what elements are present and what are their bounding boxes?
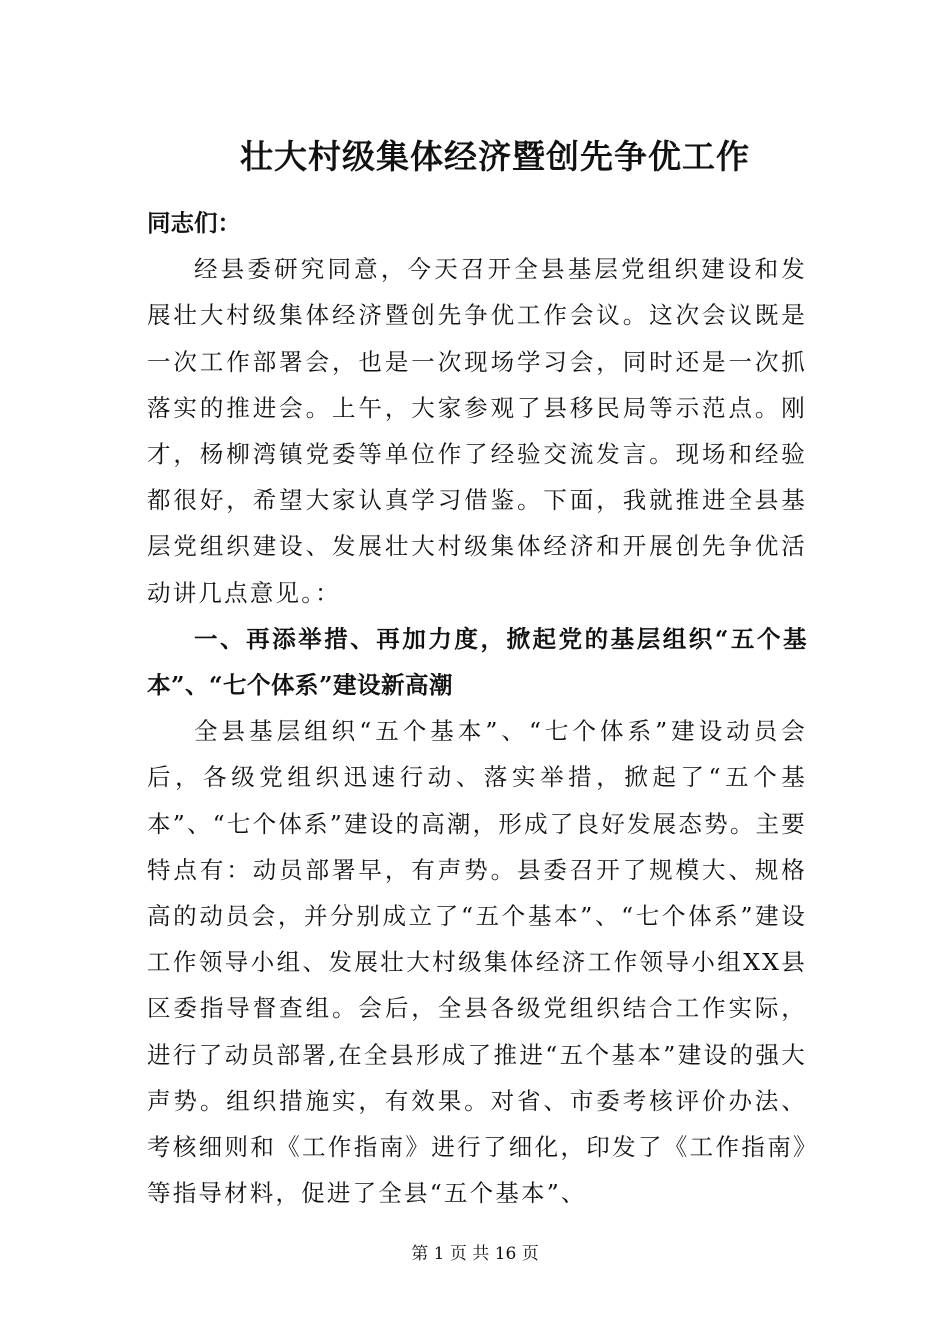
document-title: 壮大村级集体经济暨创先争优工作 bbox=[240, 137, 750, 176]
page-footer: 第 1 页 共 16 页 bbox=[411, 1244, 539, 1264]
salutation: 同志们： bbox=[147, 209, 241, 237]
document-body bbox=[147, 200, 807, 1216]
intro-paragraph: 经县委研究同意，今天召开全县基层党组织建设和发展壮大村级集体经济暨创先争优工作会议。这次会议既是一次工作部署会，也是一次现场学习会，同时还是一次抓落实的推进会。上午，大家参观了县移民局等示范点。刚才，杨柳湾镇党委等单位作了经验交流发言。现场和经验都很好，希望大家认真学习借鉴。下面，我就推进全县基层党组织建设、发展壮大村级集体经济和开展创先争优活动讲几点意见。： bbox=[147, 255, 807, 607]
section-1-paragraph: 全县基层组织“五个基本”、“七个体系”建设动员会后，各级党组织迅速行动、落实举措，掀起了“五个基本”、“七个体系”建设的高潮，形成了良好发展态势。主要特点有：动员部署早，有声势。县委召开了规模大、规格高的动员会，并分别成立了“五个基本”、“七个体系”建设工作领导小组、发展壮大村级集体经济工作领导小组XX县区委指导督查组。会后，全县各级党组织结合工作实际，进行了动员部署,在全县形成了推进“五个基本”建设的强大声势。组织措施实，有效果。对省、市委考核评价办法、考核细则和《工作指南》进行了细化，印发了《工作指南》等指导材料，促进了全县“五个基本”、 bbox=[147, 717, 807, 1208]
section-heading-1: 一、再添举措、再加力度，掀起党的基层组织“五个基本”、“七个体系”建设新高潮 bbox=[147, 624, 807, 700]
